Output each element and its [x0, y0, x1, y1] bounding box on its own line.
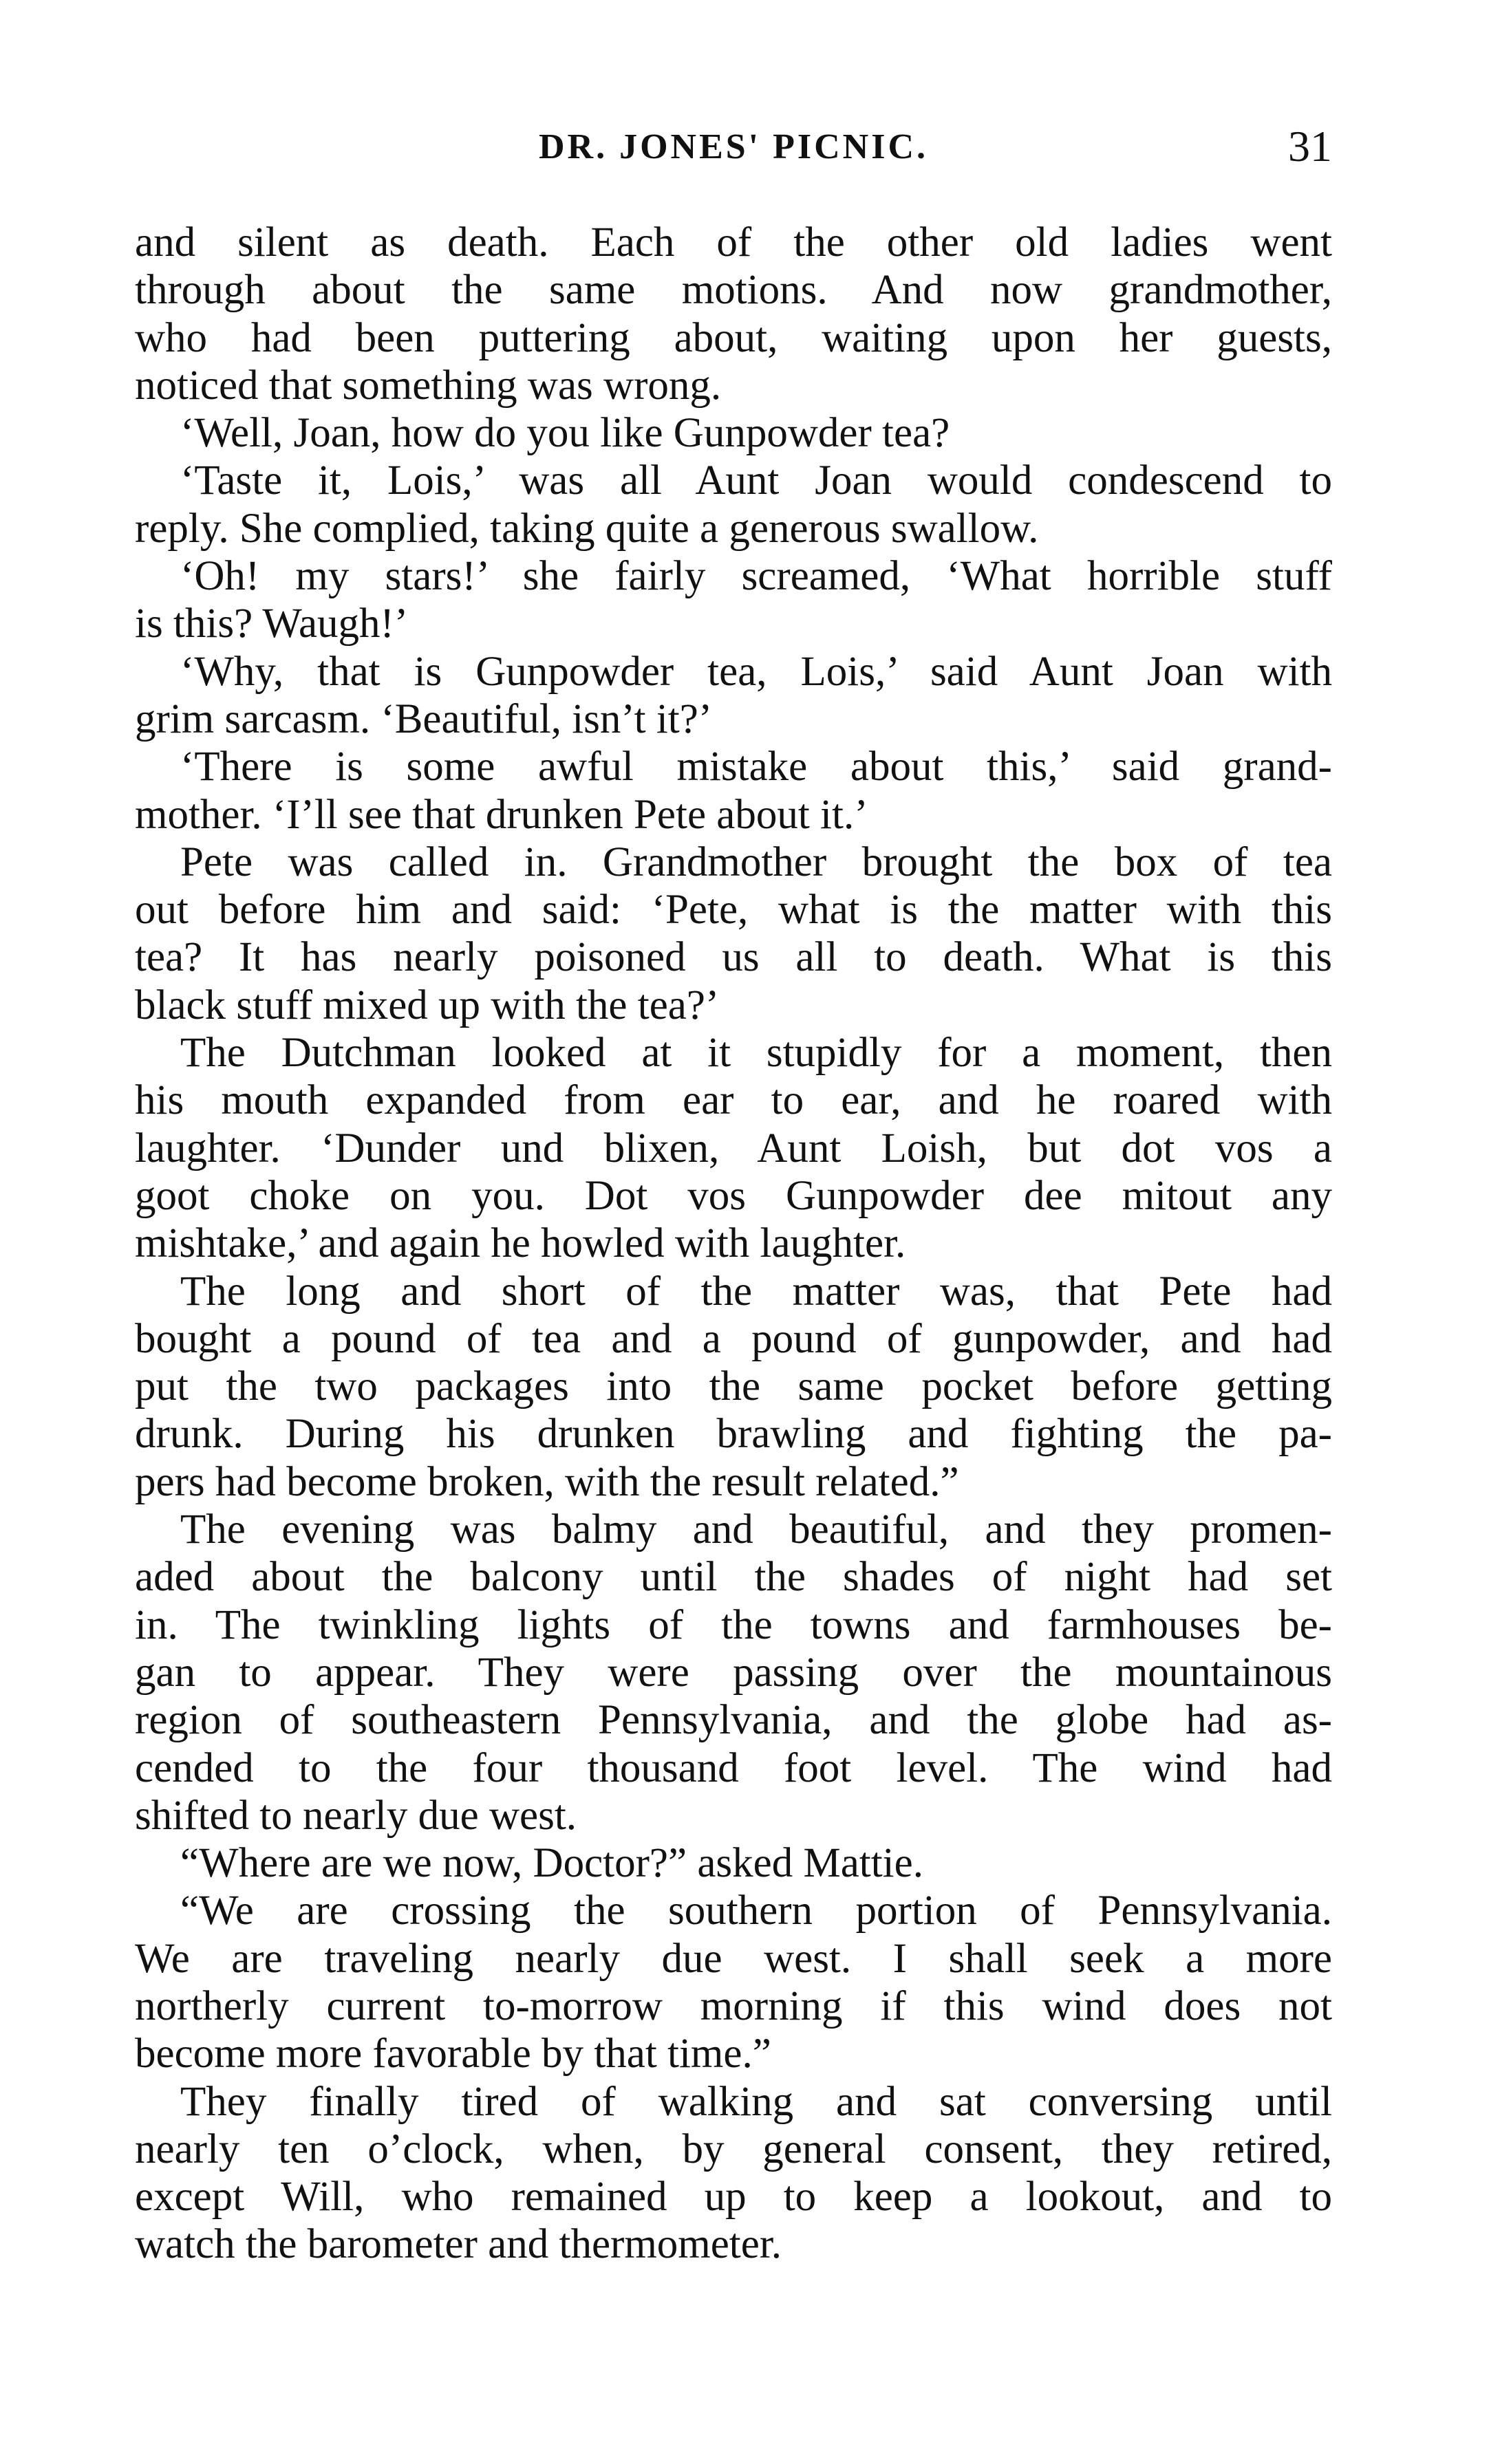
- text-line: ‘There is some awful mistake about this,’ said grand-: [180, 744, 1332, 790]
- text-line: grim sarcasm. ‘Beautiful, isn’t it?’: [135, 695, 713, 742]
- text-line: Pete was called in. Grandmother brought the box of tea: [180, 839, 1332, 885]
- text-line: is this? Waugh!’: [135, 601, 409, 647]
- text-line: pers had become broken, with the result related.”: [135, 1458, 959, 1505]
- text-line: “Where are we now, Doctor?” asked Mattie.: [180, 1840, 923, 1887]
- text-line: shifted to nearly due west.: [135, 1792, 577, 1839]
- text-line: reply. She complied, taking quite a generous swallow.: [135, 505, 1039, 552]
- text-line: northerly current to-morrow morning if this wind does not: [135, 1982, 1332, 2029]
- text-line: noticed that something was wrong.: [135, 362, 722, 409]
- text-line: We are traveling nearly due west. I shall seek a more: [135, 1935, 1332, 1982]
- text-line: out before him and said: ‘Pete, what is the matter with this: [135, 887, 1332, 933]
- text-line: watch the barometer and thermometer.: [135, 2221, 782, 2268]
- text-line: laughter. ‘Dunder und blixen, Aunt Loish, but dot vos a: [135, 1125, 1332, 1171]
- running-title: DR. JONES' PICNIC.: [538, 127, 929, 166]
- text-line: mishtake,’ and again he howled with laughter.: [135, 1220, 906, 1267]
- text-line: ‘Well, Joan, how do you like Gunpowder tea?: [180, 410, 950, 457]
- text-line: drunk. During his drunken brawling and fighting the pa-: [135, 1411, 1332, 1458]
- text-line: nearly ten o’clock, when, by general consent, they retired,: [135, 2126, 1332, 2172]
- text-line: become more favorable by that time.”: [135, 2031, 771, 2077]
- text-line: cended to the four thousand foot level. The wind had: [135, 1744, 1332, 1791]
- text-line: mother. ‘I’ll see that drunken Pete about it.’: [135, 791, 868, 838]
- text-line: bought a pound of tea and a pound of gunpowder, and had: [135, 1315, 1332, 1362]
- text-line: who had been puttering about, waiting upon her guests,: [135, 314, 1332, 361]
- text-line: black stuff mixed up with the tea?’: [135, 982, 720, 1028]
- text-line: region of southeastern Pennsylvania, and the globe had as-: [135, 1697, 1332, 1744]
- text-line: gan to appear. They were passing over the mountainous: [135, 1649, 1332, 1696]
- text-line: through about the same motions. And now grandmother,: [135, 267, 1332, 314]
- text-line: his mouth expanded from ear to ear, and he roared with: [135, 1077, 1332, 1124]
- text-line: The Dutchman looked at it stupidly for a moment, then: [180, 1030, 1332, 1077]
- text-line: and silent as death. Each of the other old ladies went: [135, 219, 1332, 266]
- page-header: [135, 121, 1332, 176]
- text-line: except Will, who remained up to keep a lookout, and to: [135, 2174, 1332, 2220]
- body-text: [135, 219, 1332, 2269]
- text-line: tea? It has nearly poisoned us all to death. What is this: [135, 934, 1332, 981]
- text-line: ‘Taste it, Lois,’ was all Aunt Joan would condescend to: [180, 457, 1332, 504]
- text-line: goot choke on you. Dot vos Gunpowder dee mitout any: [135, 1172, 1332, 1219]
- text-line: put the two packages into the same pocket before getting: [135, 1363, 1332, 1410]
- text-line: The evening was balmy and beautiful, and they promen-: [180, 1506, 1332, 1553]
- text-line: The long and short of the matter was, that Pete had: [180, 1268, 1332, 1315]
- text-line: ‘Oh! my stars!’ she fairly screamed, ‘What horrible stuff: [180, 553, 1332, 600]
- text-line: ‘Why, that is Gunpowder tea, Lois,’ said Aunt Joan with: [180, 648, 1332, 695]
- text-line: in. The twinkling lights of the towns and farmhouses be-: [135, 1601, 1332, 1648]
- text-line: aded about the balcony until the shades of night had set: [135, 1554, 1332, 1601]
- page-number: 31: [1288, 122, 1332, 171]
- text-line: “We are crossing the southern portion of Pennsylvania.: [180, 1888, 1332, 1934]
- text-line: They finally tired of walking and sat conversing until: [180, 2078, 1332, 2125]
